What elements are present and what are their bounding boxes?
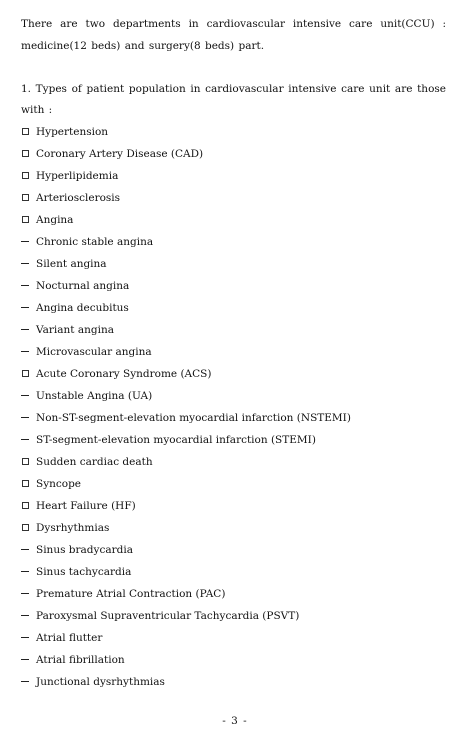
dash-bullet-icon	[21, 605, 36, 627]
list-item-label: Hypertension	[36, 126, 109, 138]
list-item	[21, 473, 351, 495]
list-item	[21, 429, 351, 451]
square-bullet-icon	[21, 165, 36, 187]
dash-bullet-icon	[21, 627, 36, 649]
square-bullet-icon	[21, 473, 36, 495]
list-item	[21, 627, 351, 649]
list-item-label: Hyperlipidemia	[36, 170, 119, 182]
list-item	[21, 231, 351, 253]
list-item-label: ST-segment-elevation myocardial infarction (STEMI)	[36, 434, 316, 446]
list-item	[21, 583, 351, 605]
dash-bullet-icon	[21, 561, 36, 583]
list-item-label: Chronic stable angina	[36, 236, 154, 248]
list-item	[21, 143, 351, 165]
dash-bullet-icon	[21, 275, 36, 297]
dash-bullet-icon	[21, 407, 36, 429]
list-item-label: Syncope	[36, 478, 82, 490]
list-item-label: Variant angina	[36, 324, 114, 336]
list-item	[21, 671, 351, 693]
list-item-label: Premature Atrial Contraction (PAC)	[36, 588, 226, 600]
square-bullet-icon	[21, 451, 36, 473]
list-item-label: Angina	[36, 214, 74, 226]
list-item	[21, 451, 351, 473]
list-item	[21, 495, 351, 517]
list-item-label: Atrial flutter	[36, 632, 103, 644]
square-bullet-icon	[21, 517, 36, 539]
list-item-label: Sinus bradycardia	[36, 544, 133, 556]
dash-bullet-icon	[21, 649, 36, 671]
list-item	[21, 319, 351, 341]
list-item-label: Sinus tachycardia	[36, 566, 132, 578]
list-item	[21, 187, 351, 209]
list-item	[21, 649, 351, 671]
list-item	[21, 539, 351, 561]
list-item	[21, 209, 351, 231]
dash-bullet-icon	[21, 297, 36, 319]
dash-bullet-icon	[21, 671, 36, 693]
list-item-label: Junctional dysrhythmias	[36, 676, 165, 688]
list-item-label: Nocturnal angina	[36, 280, 130, 292]
intro-paragraph: There are two departments in cardiovascular intensive care unit(CCU) : medicine(12 beds) and surgery(8 beds) part.	[21, 18, 446, 52]
square-bullet-icon	[21, 143, 36, 165]
list-item-label: Sudden cardiac death	[36, 456, 153, 468]
square-bullet-icon	[21, 121, 36, 143]
list-item-label: Silent angina	[36, 258, 107, 270]
list-item-label: Arteriosclerosis	[36, 192, 121, 204]
square-bullet-icon	[21, 187, 36, 209]
dash-bullet-icon	[21, 341, 36, 363]
list-item	[21, 407, 351, 429]
list-item	[21, 363, 351, 385]
list-item-label: Paroxysmal Supraventricular Tachycardia (PSVT)	[36, 610, 300, 622]
square-bullet-icon	[21, 363, 36, 385]
list-item-label: Non-ST-segment-elevation myocardial infarction (NSTEMI)	[36, 412, 351, 424]
dash-bullet-icon	[21, 253, 36, 275]
list-item-label: Atrial fibrillation	[36, 654, 125, 666]
list-item	[21, 165, 351, 187]
list-item	[21, 605, 351, 627]
dash-bullet-icon	[21, 385, 36, 407]
section-heading: 1. Types of patient population in cardiovascular intensive care unit are those with :	[21, 83, 446, 116]
square-bullet-icon	[21, 495, 36, 517]
dash-bullet-icon	[21, 231, 36, 253]
square-bullet-icon	[21, 209, 36, 231]
list-item-label: Angina decubitus	[36, 302, 129, 314]
list-item-label: Heart Failure (HF)	[36, 500, 136, 512]
page-number: - 3 -	[222, 715, 248, 727]
list-item	[21, 275, 351, 297]
dash-bullet-icon	[21, 583, 36, 605]
list-item	[21, 297, 351, 319]
list-item-label: Unstable Angina (UA)	[36, 390, 153, 402]
list-item	[21, 561, 351, 583]
list-item	[21, 253, 351, 275]
list-item-label: Acute Coronary Syndrome (ACS)	[36, 368, 212, 380]
list-item	[21, 341, 351, 363]
list-item-label: Coronary Artery Disease (CAD)	[36, 148, 204, 160]
list-item-label: Dysrhythmias	[36, 522, 110, 534]
list-item	[21, 121, 351, 143]
dash-bullet-icon	[21, 539, 36, 561]
condition-list	[21, 121, 351, 693]
dash-bullet-icon	[21, 319, 36, 341]
list-item	[21, 517, 351, 539]
list-item-label: Microvascular angina	[36, 346, 152, 358]
list-item	[21, 385, 351, 407]
dash-bullet-icon	[21, 429, 36, 451]
